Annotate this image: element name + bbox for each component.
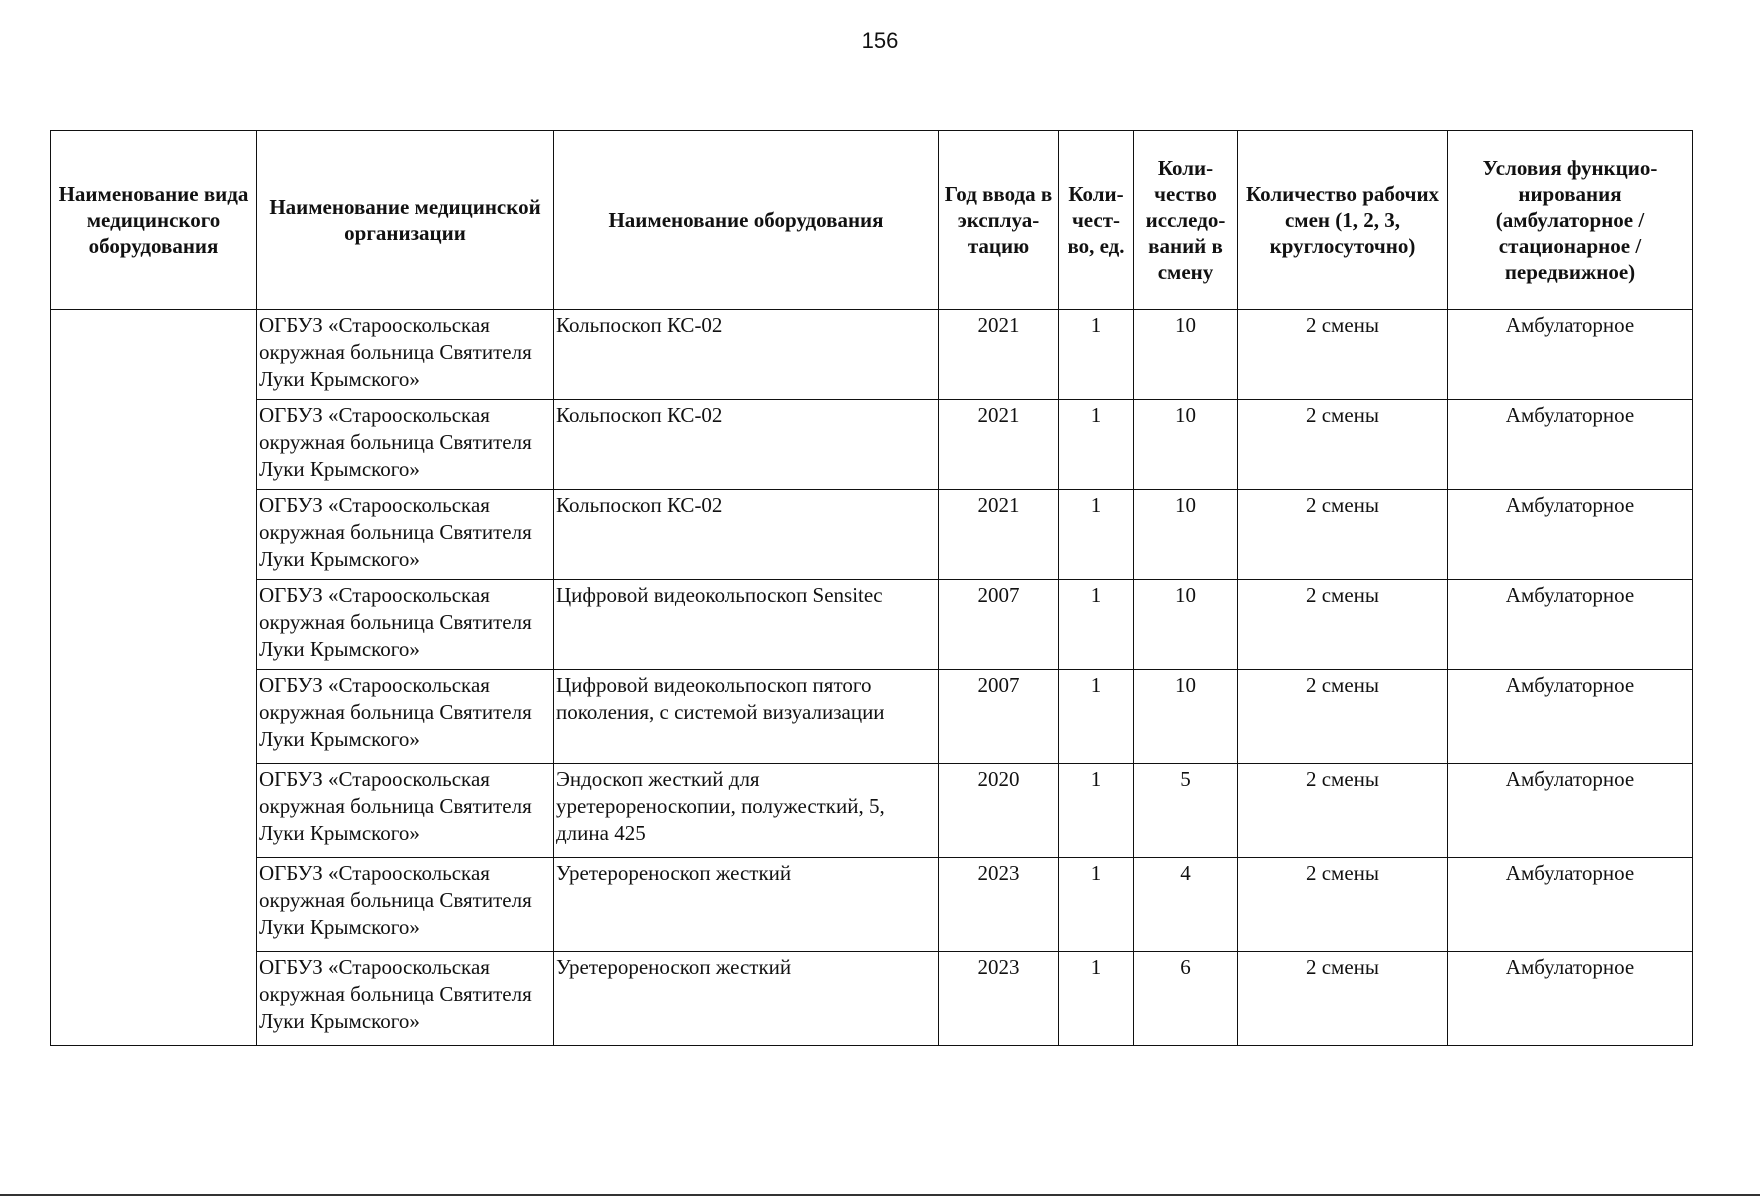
conditions-cell: Амбулаторное (1448, 580, 1693, 670)
studies-cell: 5 (1134, 764, 1238, 858)
quantity-cell: 1 (1059, 764, 1134, 858)
equipment-cell: Эндоскоп жесткий для уретерореноскопии, полужесткий, 5, длина 425 (554, 764, 939, 858)
header-year: Год ввода в эксплуа-тацию (939, 131, 1059, 310)
header-equipment-type: Наименование вида медицинского оборудования (51, 131, 257, 310)
shifts-cell: 2 смены (1238, 490, 1448, 580)
header-row (51, 131, 1693, 310)
header-organization: Наименование медицинской организации (257, 131, 554, 310)
table-row (51, 310, 1693, 400)
equipment-type-cell (51, 310, 257, 1046)
year-cell: 2023 (939, 858, 1059, 952)
year-cell: 2023 (939, 952, 1059, 1046)
equipment-cell: Цифровой видеокольпоскоп пятого поколения, с системой визуализации (554, 670, 939, 764)
equipment-cell: Уретерореноскоп жесткий (554, 952, 939, 1046)
shifts-cell: 2 смены (1238, 670, 1448, 764)
year-cell: 2020 (939, 764, 1059, 858)
equipment-cell: Кольпоскоп КС-02 (554, 310, 939, 400)
conditions-cell: Амбулаторное (1448, 310, 1693, 400)
org-cell: ОГБУЗ «Старооскольская окружная больница Святителя Луки Крымского» (257, 858, 554, 952)
table-body (51, 310, 1693, 1046)
org-cell: ОГБУЗ «Старооскольская окружная больница Святителя Луки Крымского» (257, 310, 554, 400)
studies-cell: 10 (1134, 670, 1238, 764)
year-cell: 2021 (939, 310, 1059, 400)
equipment-cell: Цифровой видеокольпоскоп Sensitec (554, 580, 939, 670)
conditions-cell: Амбулаторное (1448, 764, 1693, 858)
shifts-cell: 2 смены (1238, 580, 1448, 670)
quantity-cell: 1 (1059, 490, 1134, 580)
org-cell: ОГБУЗ «Старооскольская окружная больница Святителя Луки Крымского» (257, 400, 554, 490)
header-studies-per-shift: Коли-чество исследо-ваний в смену (1134, 131, 1238, 310)
table-row (51, 858, 1693, 952)
studies-cell: 10 (1134, 580, 1238, 670)
studies-cell: 10 (1134, 400, 1238, 490)
conditions-cell: Амбулаторное (1448, 490, 1693, 580)
studies-cell: 6 (1134, 952, 1238, 1046)
table-row (51, 670, 1693, 764)
table-header (51, 131, 1693, 310)
header-shifts: Количество рабочих смен (1, 2, 3, круглосуточно) (1238, 131, 1448, 310)
table-row (51, 952, 1693, 1046)
studies-cell: 10 (1134, 310, 1238, 400)
year-cell: 2021 (939, 490, 1059, 580)
quantity-cell: 1 (1059, 858, 1134, 952)
shifts-cell: 2 смены (1238, 952, 1448, 1046)
org-cell: ОГБУЗ «Старооскольская окружная больница Святителя Луки Крымского» (257, 764, 554, 858)
page-number: 156 (861, 28, 899, 53)
equipment-table-container (50, 130, 1692, 1046)
studies-cell: 10 (1134, 490, 1238, 580)
conditions-cell: Амбулаторное (1448, 670, 1693, 764)
conditions-cell: Амбулаторное (1448, 400, 1693, 490)
equipment-table (50, 130, 1693, 1046)
header-quantity: Коли-чест-во, ед. (1059, 131, 1134, 310)
shifts-cell: 2 смены (1238, 764, 1448, 858)
equipment-cell: Кольпоскоп КС-02 (554, 400, 939, 490)
quantity-cell: 1 (1059, 952, 1134, 1046)
shifts-cell: 2 смены (1238, 858, 1448, 952)
studies-cell: 4 (1134, 858, 1238, 952)
table-row (51, 580, 1693, 670)
year-cell: 2007 (939, 580, 1059, 670)
quantity-cell: 1 (1059, 670, 1134, 764)
quantity-cell: 1 (1059, 400, 1134, 490)
org-cell: ОГБУЗ «Старооскольская окружная больница Святителя Луки Крымского» (257, 490, 554, 580)
year-cell: 2007 (939, 670, 1059, 764)
year-cell: 2021 (939, 400, 1059, 490)
org-cell: ОГБУЗ «Старооскольская окружная больница Святителя Луки Крымского» (257, 670, 554, 764)
org-cell: ОГБУЗ «Старооскольская окружная больница Святителя Луки Крымского» (257, 952, 554, 1046)
conditions-cell: Амбулаторное (1448, 952, 1693, 1046)
table-row (51, 764, 1693, 858)
header-equipment-name: Наименование оборудования (554, 131, 939, 310)
equipment-cell: Кольпоскоп КС-02 (554, 490, 939, 580)
header-conditions: Условия функцио-нирования (амбулаторное / стационарное / передвижное) (1448, 131, 1693, 310)
org-cell: ОГБУЗ «Старооскольская окружная больница Святителя Луки Крымского» (257, 580, 554, 670)
shifts-cell: 2 смены (1238, 400, 1448, 490)
table-row (51, 490, 1693, 580)
quantity-cell: 1 (1059, 580, 1134, 670)
table-row (51, 400, 1693, 490)
page-bottom-divider (0, 1194, 1760, 1196)
shifts-cell: 2 смены (1238, 310, 1448, 400)
conditions-cell: Амбулаторное (1448, 858, 1693, 952)
quantity-cell: 1 (1059, 310, 1134, 400)
equipment-cell: Уретерореноскоп жесткий (554, 858, 939, 952)
